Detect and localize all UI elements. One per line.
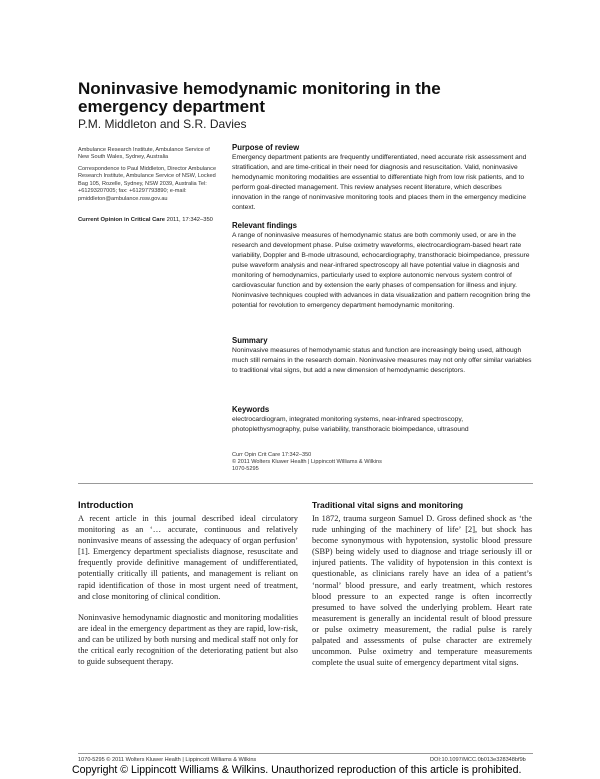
footer-doi: DOI:10.1097/MCC.0b013e328348bf9b <box>430 757 526 763</box>
abstract-summary <box>232 336 532 376</box>
findings-heading: Relevant findings <box>232 221 297 230</box>
correspondence-info: Correspondence to Paul Middleton, Director Ambulance Research Institute, Ambulance Service of NSW, Locked Bag 105, Rozelle, Sydney, NSW 2039, Australia Tel: +61293207005; fax: +61297793890; e-mail: pmiddleton@ambulance.nsw.gov.au <box>78 166 217 202</box>
footer-divider <box>78 753 533 754</box>
abstract-findings <box>232 221 532 311</box>
introduction-paragraph-1: A recent article in this journal described ideal circulatory monitoring as an ‘… accurate, continuous and relatively noninvasive means of assessing the adequacy of organ perfusion’ [1]. Emergency department specialists diagnose, resuscitate and frequently provide definitive management of undifferentiated, potentially critically ill patients, and management is reliant on rapid identification of those in most urgent need of treatment, and close monitoring of clinical condition. <box>78 514 298 601</box>
keywords-text: electrocardiogram, integrated monitoring systems, near-infrared spectroscopy, photoplethysmography, pulse variability, transthoracic bioimpedance, ultrasound <box>232 416 469 433</box>
summary-heading: Summary <box>232 336 268 345</box>
purpose-text: Emergency department patients are frequently undifferentiated, need accurate risk assessment and stratification, and are time-critical in their need for diagnosis and resuscitation. Valid, noninvasive hemodynamic monitoring modalities are essential to differentiate high from low risk patients, and to perform goal-directed management. This review analyses recent literature, which describes innovation in the range of noninvasive monitoring tools and places them in the emergency medicine context. <box>232 154 527 211</box>
body-column-left <box>78 500 298 667</box>
vital-signs-heading: Traditional vital signs and monitoring <box>312 500 464 510</box>
journal-reference <box>78 217 220 225</box>
keywords-heading: Keywords <box>232 405 270 414</box>
summary-text: Noninvasive measures of hemodynamic status and function are increasingly being used, although much still remains in the research domain. Noninvasive measures may not only offer similar variables to traditional vital signs, but add a new dimension of hemodynamic descriptors. <box>232 347 532 374</box>
copyright-notice: Copyright © Lippincott Williams & Wilkins. Unauthorized reproduction of this article is prohibited. <box>72 764 522 776</box>
introduction-heading: Introduction <box>78 500 134 511</box>
introduction-paragraph-2: Noninvasive hemodynamic diagnostic and monitoring modalities are ideal in the emergency department as they are rapid, low-risk, and can be utilized by both nursing and medical staff not only for the critical early recognition of the deteriorating patient but also to guide subsequent therapy. <box>78 612 298 667</box>
body-column-right <box>312 500 532 668</box>
journal-name: Current Opinion in Critical Care <box>78 217 165 223</box>
footer-publisher: 1070-5295 © 2011 Wolters Kluwer Health | Lippincott Williams & Wilkins <box>78 757 257 763</box>
findings-text: A range of noninvasive measures of hemodynamic status are both commonly used, or are in the research and development phase. Pulse oximetry waveforms, electrocardiogram-based heart rate variability, Doppler and B-mode ultrasound, echocardiography, transthoracic bioimpedance, pressure pulse waveform analysis and near-infrared spectroscopy all have potential value in diagnosis and monitoring of hemodynamics, particularly used to explore autonomic nervous system control of cardiovascular function and by extension the early phases of compensation for illness and injury. Noninvasive techniques coupled with advances in data visualization and pattern recognition bring the potential for revolution to emergency department hemodynamic monitoring. <box>232 232 531 309</box>
citation-block <box>232 452 382 473</box>
abstract-keywords <box>232 405 532 435</box>
authors: P.M. Middleton and S.R. Davies <box>78 117 247 131</box>
article-title: Noninvasive hemodynamic monitoring in the emergency department <box>78 79 441 116</box>
purpose-heading: Purpose of review <box>232 143 300 152</box>
abstract-purpose <box>232 143 532 213</box>
author-affiliation: Ambulance Research Institute, Ambulance Service of New South Wales, Sydney, Australia <box>78 147 210 161</box>
section-divider <box>78 483 533 484</box>
citation-line-2: © 2011 Wolters Kluwer Health | Lippincott Williams & Wilkins <box>232 459 382 465</box>
citation-line-1: Curr Opin Crit Care 17:342–350 <box>232 452 312 458</box>
vital-signs-paragraph: In 1872, trauma surgeon Samuel D. Gross defined shock as ‘the rude unhinging of the machinery of life’ [2], but shock has become synonymous with hypotension, systolic blood pressure (SBP) being widely used to diagnose and triage seriously ill or injured patients. The validity of hypotension in this context is questionable, as clinicians rarely have an idea of a patient’s ‘normal’ blood pressure, and early treatment, which restores blood pressure to an expected range is often incorrectly presumed to have solved the underlying problem. Heart rate measurement is generally an incidental result of blood pressure or pulse oximetry measurement, the radial pulse is rarely palpated and assessments of pulse character are extremely uncommon. Pulse oximetry and temperature measurements complete the usual suite of emergency department vital signs. <box>312 514 532 668</box>
citation-line-3: 1070-5295 <box>232 466 259 472</box>
journal-volume: 2011, 17:342–350 <box>166 217 213 223</box>
